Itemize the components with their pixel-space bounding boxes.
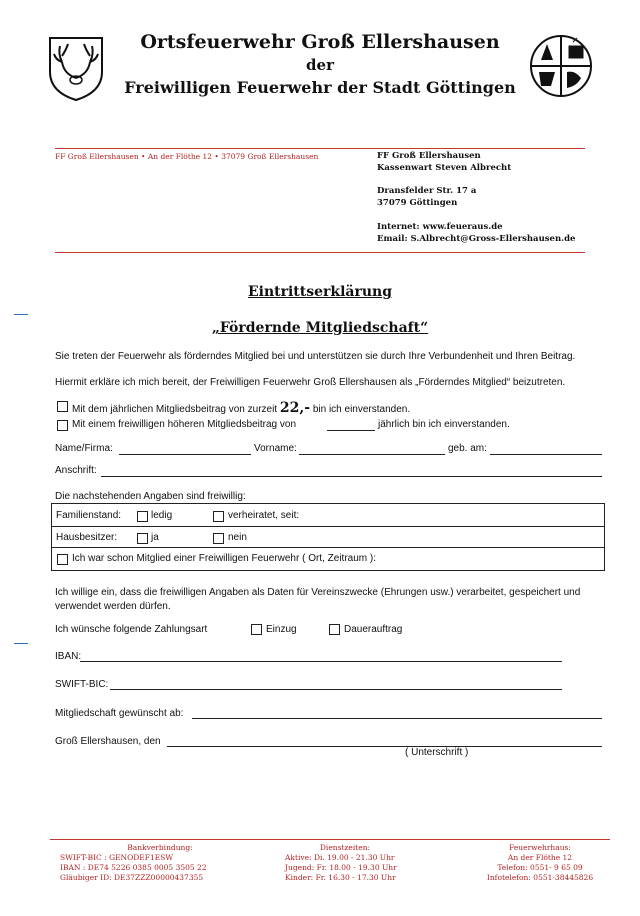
- option2-label-end: jährlich bin ich einverstanden.: [378, 419, 510, 430]
- bank-line: SWIFT-BIC : GENODEF1ESW: [60, 853, 174, 862]
- haus-line: An der Flöthe 12: [507, 853, 573, 862]
- geb-label: geb. am:: [448, 443, 487, 454]
- mitgliedschaft-label: Mitgliedschaft gewünscht ab:: [55, 708, 184, 719]
- option2-label: Mit einem freiwilligen höheren Mitgliedsbeitrag von: [72, 419, 296, 430]
- signature-caption: ( Unterschrift ): [405, 747, 469, 758]
- nein-checkbox[interactable]: [213, 533, 224, 544]
- bank-line: Gläubiger ID: DE37ZZZ00000437355: [60, 873, 204, 882]
- dauerauftrag-label: Dauerauftrag: [344, 624, 403, 635]
- footer-divider: [50, 839, 610, 840]
- former-member-label: Ich war schon Mitglied einer Freiwilligen Feuerwehr ( Ort, Zeitraum ):: [72, 553, 376, 564]
- box-divider: [51, 547, 605, 548]
- ledig-checkbox[interactable]: [137, 511, 148, 522]
- sender-line: FF Groß Ellershausen • An der Flöthe 12 • 37079 Groß Ellershausen: [55, 152, 319, 161]
- address-city: 37079 Göttingen: [377, 198, 458, 208]
- option1-label: [72, 400, 410, 416]
- option1-text: Mit dem jährlichen Mitgliedsbeitrag von zurzeit: [72, 404, 278, 415]
- address-email: Email: S.Albrecht@Gross-Ellershausen.de: [377, 234, 576, 244]
- bank-title: Bankverbindung:: [127, 843, 193, 852]
- address-internet: Internet: www.feueraus.de: [377, 222, 503, 232]
- dienst-title: Dienstzeiten:: [319, 843, 371, 852]
- bic-label: SWIFT-BIC:: [55, 679, 109, 690]
- einzug-label: Einzug: [266, 624, 297, 635]
- consent-text: Ich willige ein, dass die freiwilligen Angaben als Daten für Vereinszwecke (Ehrungen usw.) verarbeitet, gespeichert und verwendet werden dürfen.: [55, 587, 581, 612]
- ledig-label: ledig: [151, 510, 173, 521]
- bank-info: [60, 843, 260, 883]
- former-member-checkbox[interactable]: [57, 554, 68, 565]
- name-label: Name/Firma:: [55, 443, 113, 454]
- margin-mark: [14, 643, 28, 644]
- bic-field[interactable]: [110, 689, 562, 690]
- optional-note: Die nachstehenden Angaben sind freiwillig:: [55, 491, 246, 502]
- address-org: FF Groß Ellershausen: [377, 151, 481, 161]
- dauerauftrag-checkbox[interactable]: [329, 624, 340, 635]
- header-organization: Freiwilligen Feuerwehr der Stadt Göttingen: [124, 78, 516, 97]
- header-title: Ortsfeuerwehr Groß Ellershausen: [140, 31, 500, 53]
- margin-mark: [14, 314, 28, 315]
- place-date-label: Groß Ellershausen, den: [55, 736, 161, 747]
- haus-title: Feuerwehrhaus:: [509, 843, 571, 852]
- vorname-label: Vorname:: [254, 443, 297, 454]
- haus-line: Infotelefon: 0551-38445826: [486, 873, 594, 882]
- option1-amount: 22,-: [279, 400, 311, 416]
- address-person: Kassenwart Steven Albrecht: [377, 163, 512, 173]
- haus-line: Telefon: 0551- 9 65 09: [497, 863, 583, 872]
- signature-field[interactable]: [167, 746, 602, 747]
- option1-text-end: bin ich einverstanden.: [312, 404, 411, 415]
- nein-label: nein: [228, 532, 247, 543]
- name-field[interactable]: [119, 454, 251, 455]
- ja-checkbox[interactable]: [137, 533, 148, 544]
- anschrift-label: Anschrift:: [55, 465, 97, 476]
- header-divider: [55, 148, 585, 149]
- option1-checkbox[interactable]: [57, 401, 68, 412]
- intro-text: Sie treten der Feuerwehr als förderndes Mitglied bei und unterstützen sie durch Ihre Verbundenheit und Ihren Beitrag.: [55, 351, 576, 362]
- dienst-line: Jugend: Fr. 18.00 - 19.30 Uhr: [285, 863, 397, 872]
- verheiratet-checkbox[interactable]: [213, 511, 224, 522]
- vorname-field[interactable]: [299, 454, 445, 455]
- anschrift-field[interactable]: [101, 476, 602, 477]
- start-date-field[interactable]: [192, 718, 602, 719]
- station-info: [470, 843, 610, 883]
- declaration-text: Hiermit erkläre ich mich bereit, der Freiwilligen Feuerwehr Groß Ellershausen als „Förderndes Mitglied“ beizutreten.: [55, 377, 566, 388]
- box-divider: [51, 526, 605, 527]
- option2-amount-field[interactable]: [327, 430, 375, 431]
- address-divider: [55, 252, 585, 253]
- familienstand-label: Familienstand:: [56, 510, 122, 521]
- hausbesitzer-label: Hausbesitzer:: [56, 532, 118, 543]
- option2-checkbox[interactable]: [57, 420, 68, 431]
- address-street: Dransfelder Str. 17 a: [377, 186, 477, 196]
- ja-label: ja: [151, 532, 159, 543]
- dienst-line: Aktive: Di. 19.00 - 21.30 Uhr: [285, 853, 395, 862]
- iban-field[interactable]: [80, 661, 562, 662]
- form-title: Eintrittserklärung: [247, 284, 393, 300]
- verheiratet-label: verheiratet, seit:: [228, 510, 300, 521]
- zahlungsart-label: Ich wünsche folgende Zahlungsart: [55, 624, 208, 635]
- birthdate-field[interactable]: [490, 454, 602, 455]
- header-subtitle: der: [306, 56, 334, 74]
- dienst-line: Kinder: Fr. 16.30 - 17.30 Uhr: [285, 873, 396, 882]
- einzug-checkbox[interactable]: [251, 624, 262, 635]
- iban-label: IBAN:: [55, 651, 82, 662]
- form-subtitle: „Fördernde Mitgliedschaft“: [211, 320, 429, 336]
- bank-line: IBAN : DE74 5226 0385 0005 3505 22: [60, 863, 207, 872]
- service-times: [285, 843, 405, 883]
